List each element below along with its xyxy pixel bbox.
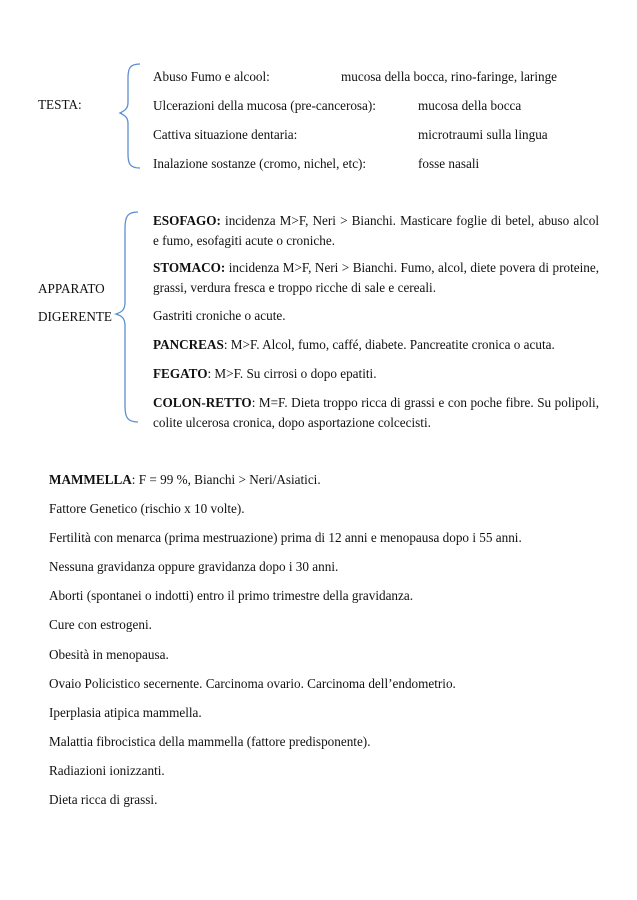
mammella-line-6: Obesità in menopausa.: [49, 647, 169, 662]
mammella-line-3: Nessuna gravidanza oppure gravidanza dopo i 30 anni.: [49, 559, 339, 574]
testa-site-2: mucosa della bocca: [418, 98, 522, 113]
pancreas-text: : M>F. Alcol, fumo, caffé, diabete. Pancreatite cronica o acuta.: [223, 337, 555, 352]
stomaco-heading: STOMACO:: [153, 260, 226, 275]
digerente-brace: [112, 210, 142, 425]
testa-site-1: mucosa della bocca, rino-faringe, laringe: [341, 69, 558, 84]
stomaco-paragraph: [153, 258, 599, 299]
testa-site-3: microtraumi sulla lingua: [418, 127, 548, 142]
fegato-text: : M>F. Su cirrosi o dopo epatiti.: [207, 366, 377, 381]
mammella-line-1: Fattore Genetico (rischio x 10 volte).: [49, 501, 245, 516]
mammella-line-11: Dieta ricca di grassi.: [49, 792, 158, 807]
esofago-heading: ESOFAGO:: [153, 213, 221, 228]
mammella-line-8: Iperplasia atipica mammella.: [49, 705, 202, 720]
mammella-line-9: Malattia fibrocistica della mammella (fattore predisponente).: [49, 734, 371, 749]
gastriti-line: Gastriti croniche o acute.: [153, 308, 286, 323]
testa-label: TESTA:: [38, 97, 82, 112]
mammella-line-4: Aborti (spontanei o indotti) entro il primo trimestre della gravidanza.: [49, 588, 414, 603]
fegato-heading: FEGATO: [153, 366, 208, 381]
fegato-paragraph: [153, 364, 599, 384]
mammella-intro-text: : F = 99 %, Bianchi > Neri/Asiatici.: [131, 472, 321, 487]
colon-heading: COLON-RETTO: [153, 395, 252, 410]
testa-cause-3: Cattiva situazione dentaria:: [153, 127, 298, 142]
testa-cause-2: Ulcerazioni della mucosa (pre-cancerosa):: [153, 98, 376, 113]
colon-text: : M=F. Dieta troppo ricca di grassi e con poche fibre. Su polipoli, colite ulcerosa cronica, dopo asportazione colcecisti.: [153, 395, 599, 431]
esofago-text: incidenza M>F, Neri > Bianchi. Masticare foglie di betel, abuso alcol e fumo, esofagiti acute o croniche.: [153, 213, 599, 249]
testa-site-4: fosse nasali: [418, 156, 480, 171]
testa-cause-1: Abuso Fumo e alcool:: [153, 69, 270, 84]
colon-paragraph: [153, 393, 599, 434]
mammella-line-2: Fertilità con menarca (prima mestruazione) prima di 12 anni e menopausa dopo i 55 anni.: [49, 530, 522, 545]
digerente-label-2: DIGERENTE: [38, 309, 112, 324]
mammella-line-7: Ovaio Policistico secernente. Carcinoma ovario. Carcinoma dell’endometrio.: [49, 676, 456, 691]
stomaco-text: incidenza M>F, Neri > Bianchi. Fumo, alcol, diete povera di proteine, grassi, verdura fresca e troppo ricche di sale e cereali.: [153, 260, 599, 296]
mammella-intro: [49, 470, 321, 490]
pancreas-heading: PANCREAS: [153, 337, 224, 352]
esofago-paragraph: [153, 211, 599, 252]
mammella-heading: MAMMELLA: [49, 472, 132, 487]
mammella-line-5: Cure con estrogeni.: [49, 617, 152, 632]
pancreas-paragraph: [153, 335, 599, 355]
testa-brace: [116, 62, 146, 172]
testa-cause-4: Inalazione sostanze (cromo, nichel, etc):: [153, 156, 367, 171]
mammella-line-10: Radiazioni ionizzanti.: [49, 763, 165, 778]
digerente-label-1: APPARATO: [38, 281, 105, 296]
